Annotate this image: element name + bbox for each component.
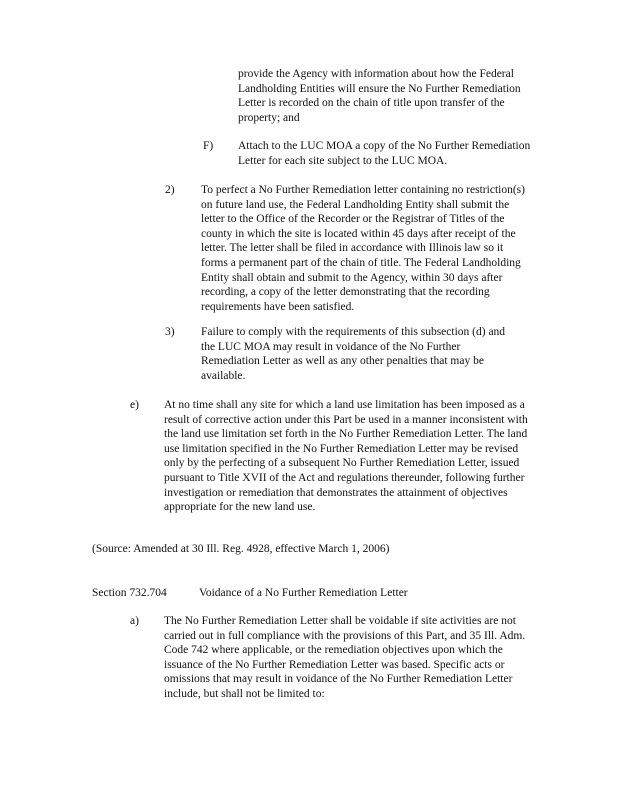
item-e-text: At no time shall any site for which a land use limitation has been imposed as a result of corrective action under this Part be used in a manner inconsistent with the land use limitation set forth in the No Further Remediation Letter. The land use limitation specified in the No Further Remediation Letter may be revised only by the perfecting of a subsequent No Further Remediation Letter, issued pursuant to Title XVII of the Act and regulations thereunder, following further investigation or remediation that demonstrates the attainment of objectives appropriate for the new land use. — [164, 399, 528, 514]
source-note-text: (Source: Amended at 30 Ill. Reg. 4928, effective March 1, 2006) — [92, 543, 390, 555]
item-f-text: Attach to the LUC MOA a copy of the No Further Remediation Letter for each site subject to the LUC MOA. — [238, 140, 531, 167]
section-title: Voidance of a No Further Remediation Letter — [199, 587, 408, 599]
item-f — [238, 139, 538, 168]
item-a — [164, 614, 532, 702]
continuation-text: provide the Agency with information about how the Federal Landholding Entities will ensure the No Further Remediation Letter is recorded on the chain of title upon transfer of the property; and — [238, 68, 521, 124]
item-a-label: a) — [130, 615, 139, 627]
item-a-text: The No Further Remediation Letter shall be voidable if site activities are not carried out in full compliance with the provisions of this Part, and 35 Ill. Adm. Code 742 where applicable, or the remediation objectives upon which the issuance of the No Further Remediation Letter was based. Specific acts or omissions that may result in voidance of the No Further Remediation Letter include, but shall not be limited to: — [164, 615, 526, 700]
item-3 — [201, 325, 511, 383]
section-heading — [92, 586, 532, 601]
item-3-label: 3) — [165, 326, 175, 338]
item-2-label: 2) — [165, 184, 175, 196]
item-2-text: To perfect a No Further Remediation letter containing no restriction(s) on future land use, the Federal Landholding Entity shall submit the letter to the Office of the Recorder or the Registrar of Titles of the county in which the site is located within 45 days after receipt of the letter. The letter shall be filed in accordance with Illinois law so it forms a permanent part of the chain of title. The Federal Landholding Entity shall obtain and submit to the Agency, within 30 days after recording, a copy of the letter demonstrating that the recording requirements have been satisfied. — [201, 184, 525, 313]
item-2 — [201, 183, 529, 314]
item-3-text: Failure to comply with the requirements of this subsection (d) and the LUC MOA may result in voidance of the No Further Remediation Letter as well as any other penalties that may be available. — [201, 326, 506, 382]
item-f-label: F) — [203, 140, 214, 152]
item-e — [164, 398, 532, 515]
source-note — [92, 542, 512, 557]
continuation-paragraph — [238, 67, 528, 125]
item-e-label: e) — [130, 399, 139, 411]
section-number: Section 732.704 — [92, 587, 167, 599]
